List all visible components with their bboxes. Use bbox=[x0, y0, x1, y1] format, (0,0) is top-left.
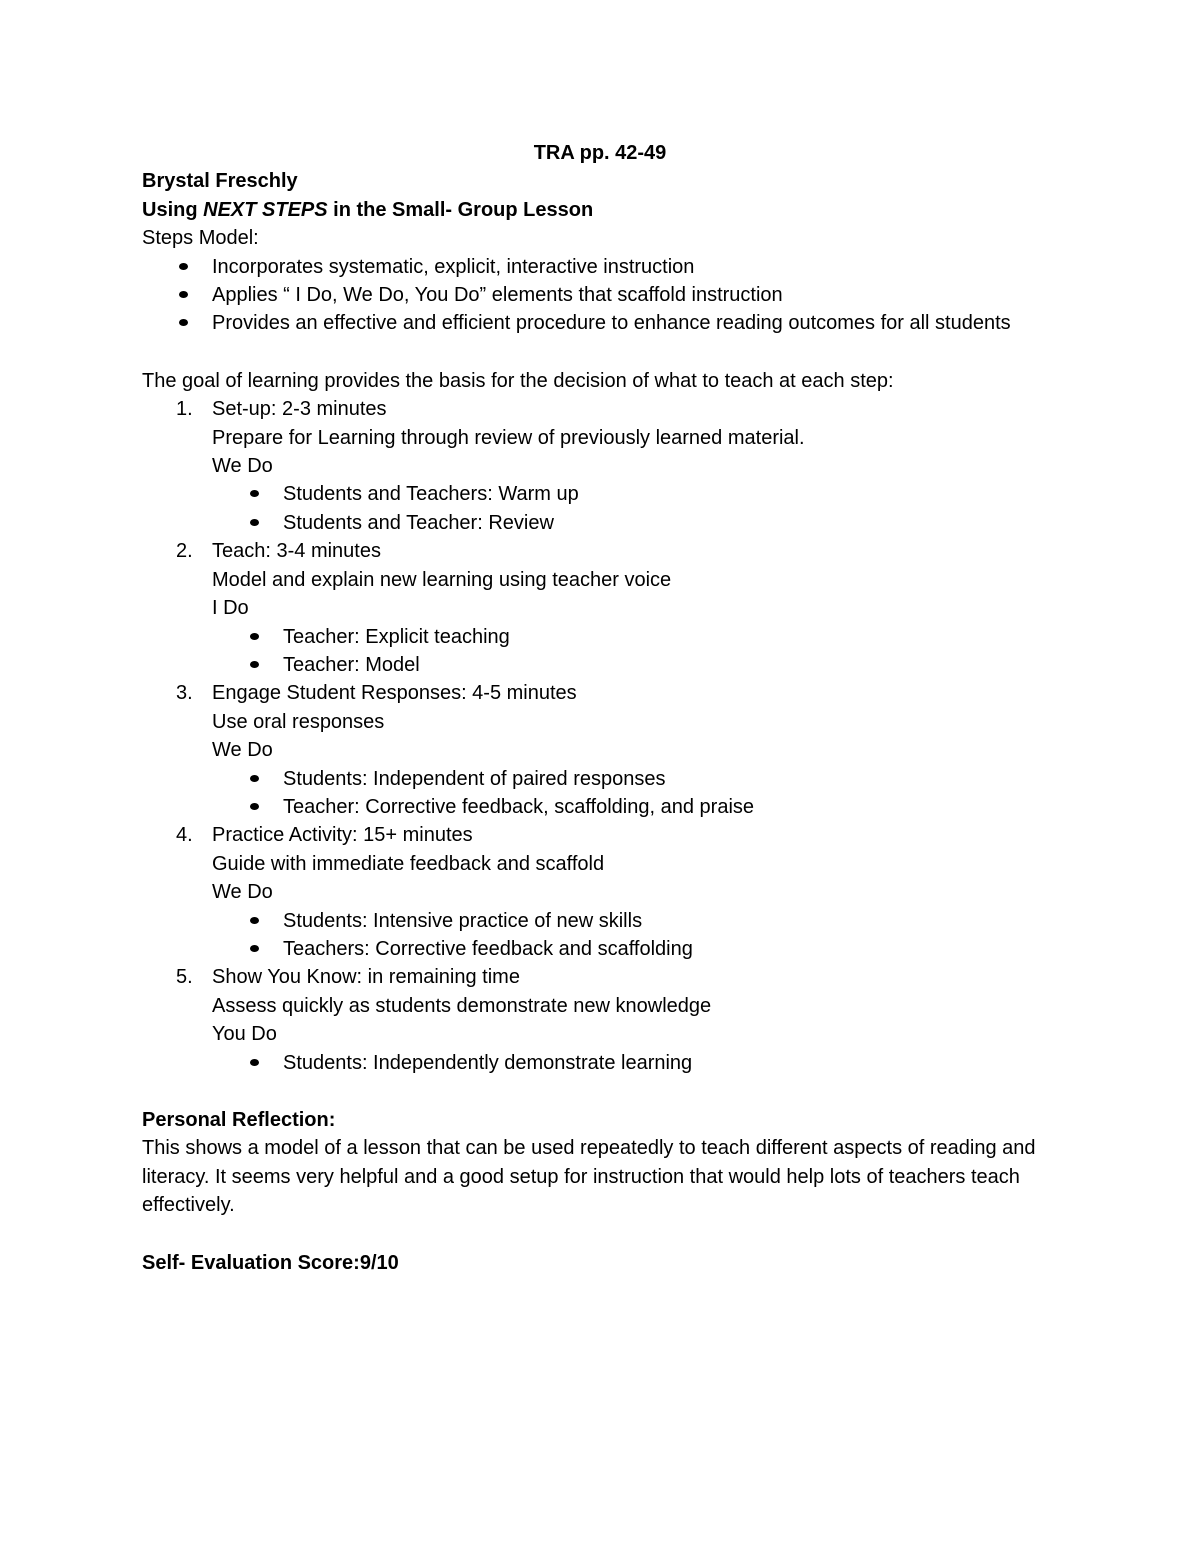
step-heading: Practice Activity: 15+ minutes bbox=[212, 824, 473, 847]
bullet-icon bbox=[250, 490, 259, 497]
list-item: Incorporates systematic, explicit, interactive instruction bbox=[212, 253, 1062, 281]
list-item: Provides an effective and efficient procedure to enhance reading outcomes for all students bbox=[212, 309, 1032, 337]
step-mode: We Do bbox=[212, 739, 273, 762]
bullet-icon bbox=[250, 945, 259, 952]
document-title: TRA pp. 42-49 bbox=[533, 142, 667, 164]
step-mode: I Do bbox=[212, 597, 249, 620]
step-bullets bbox=[212, 480, 1062, 537]
lesson-title bbox=[142, 196, 1062, 224]
list-item: Teacher: Model bbox=[283, 651, 1062, 679]
spacer bbox=[142, 338, 1062, 367]
steps-list bbox=[142, 395, 1062, 1077]
bullet-icon bbox=[250, 917, 259, 924]
step-heading: Show You Know: in remaining time bbox=[212, 966, 520, 989]
step-heading: Engage Student Responses: 4-5 minutes bbox=[212, 682, 577, 705]
bullet-icon bbox=[179, 263, 188, 270]
step-description: Model and explain new learning using teacher voice bbox=[212, 568, 672, 591]
spacer bbox=[142, 1077, 1062, 1106]
step-item bbox=[176, 537, 1062, 679]
bullet-icon bbox=[250, 803, 259, 810]
list-item: Teachers: Corrective feedback and scaffolding bbox=[283, 935, 1062, 963]
step-number: 4. bbox=[176, 824, 193, 847]
bullet-icon bbox=[250, 775, 259, 782]
lesson-title-prefix: Using bbox=[142, 198, 204, 221]
list-item: Teacher: Corrective feedback, scaffolding, and praise bbox=[283, 793, 1062, 821]
lesson-title-emphasis: NEXT STEPS bbox=[203, 198, 328, 221]
step-item bbox=[176, 679, 1062, 821]
step-heading: Set-up: 2-3 minutes bbox=[212, 398, 387, 421]
step-number: 5. bbox=[176, 966, 193, 989]
list-item: Applies “ I Do, We Do, You Do” elements that scaffold instruction bbox=[212, 281, 1062, 309]
document-content bbox=[142, 139, 1062, 1277]
self-evaluation-score: Self- Evaluation Score:9/10 bbox=[142, 1251, 399, 1274]
step-bullets bbox=[212, 1049, 1062, 1077]
bullet-icon bbox=[250, 661, 259, 668]
step-description: Prepare for Learning through review of previously learned material. bbox=[212, 426, 805, 449]
list-item: Students: Independent of paired responses bbox=[283, 765, 1062, 793]
goal-intro: The goal of learning provides the basis for the decision of what to teach at each step: bbox=[142, 369, 894, 392]
step-number: 2. bbox=[176, 540, 193, 563]
step-bullets bbox=[212, 765, 1062, 822]
lesson-title-suffix: in the Small- Group Lesson bbox=[327, 198, 594, 221]
spacer bbox=[142, 1220, 1062, 1249]
step-item bbox=[176, 395, 1062, 537]
step-item bbox=[176, 963, 1062, 1077]
list-item: Students: Intensive practice of new skills bbox=[283, 907, 1062, 935]
bullet-icon bbox=[250, 633, 259, 640]
step-mode: You Do bbox=[212, 1023, 277, 1046]
step-number: 1. bbox=[176, 398, 193, 421]
reflection-label: Personal Reflection: bbox=[142, 1109, 336, 1131]
step-bullets bbox=[212, 907, 1062, 964]
author-name: Brystal Freschly bbox=[142, 170, 298, 193]
step-description: Use oral responses bbox=[212, 710, 385, 733]
step-bullets bbox=[212, 623, 1062, 680]
step-description: Guide with immediate feedback and scaffold bbox=[212, 852, 605, 875]
step-description: Assess quickly as students demonstrate new knowledge bbox=[212, 994, 712, 1017]
reflection-text: This shows a model of a lesson that can be used repeatedly to teach different aspects of reading and literacy. It seems very helpful and a good setup for instruction that would help lots of teachers teach effectively. bbox=[142, 1137, 1036, 1217]
steps-model-list bbox=[142, 253, 1062, 338]
list-item: Students and Teacher: Review bbox=[283, 509, 1062, 537]
steps-model-label: Steps Model: bbox=[142, 227, 259, 250]
step-heading: Teach: 3-4 minutes bbox=[212, 540, 381, 563]
step-mode: We Do bbox=[212, 455, 273, 478]
list-item: Teacher: Explicit teaching bbox=[283, 623, 1062, 651]
bullet-icon bbox=[179, 319, 188, 326]
step-mode: We Do bbox=[212, 881, 273, 904]
step-item bbox=[176, 821, 1062, 963]
bullet-icon bbox=[250, 519, 259, 526]
list-item: Students: Independently demonstrate learning bbox=[283, 1049, 1062, 1077]
bullet-icon bbox=[250, 1059, 259, 1066]
list-item: Students and Teachers: Warm up bbox=[283, 480, 1062, 508]
bullet-icon bbox=[179, 291, 188, 298]
step-number: 3. bbox=[176, 682, 193, 705]
